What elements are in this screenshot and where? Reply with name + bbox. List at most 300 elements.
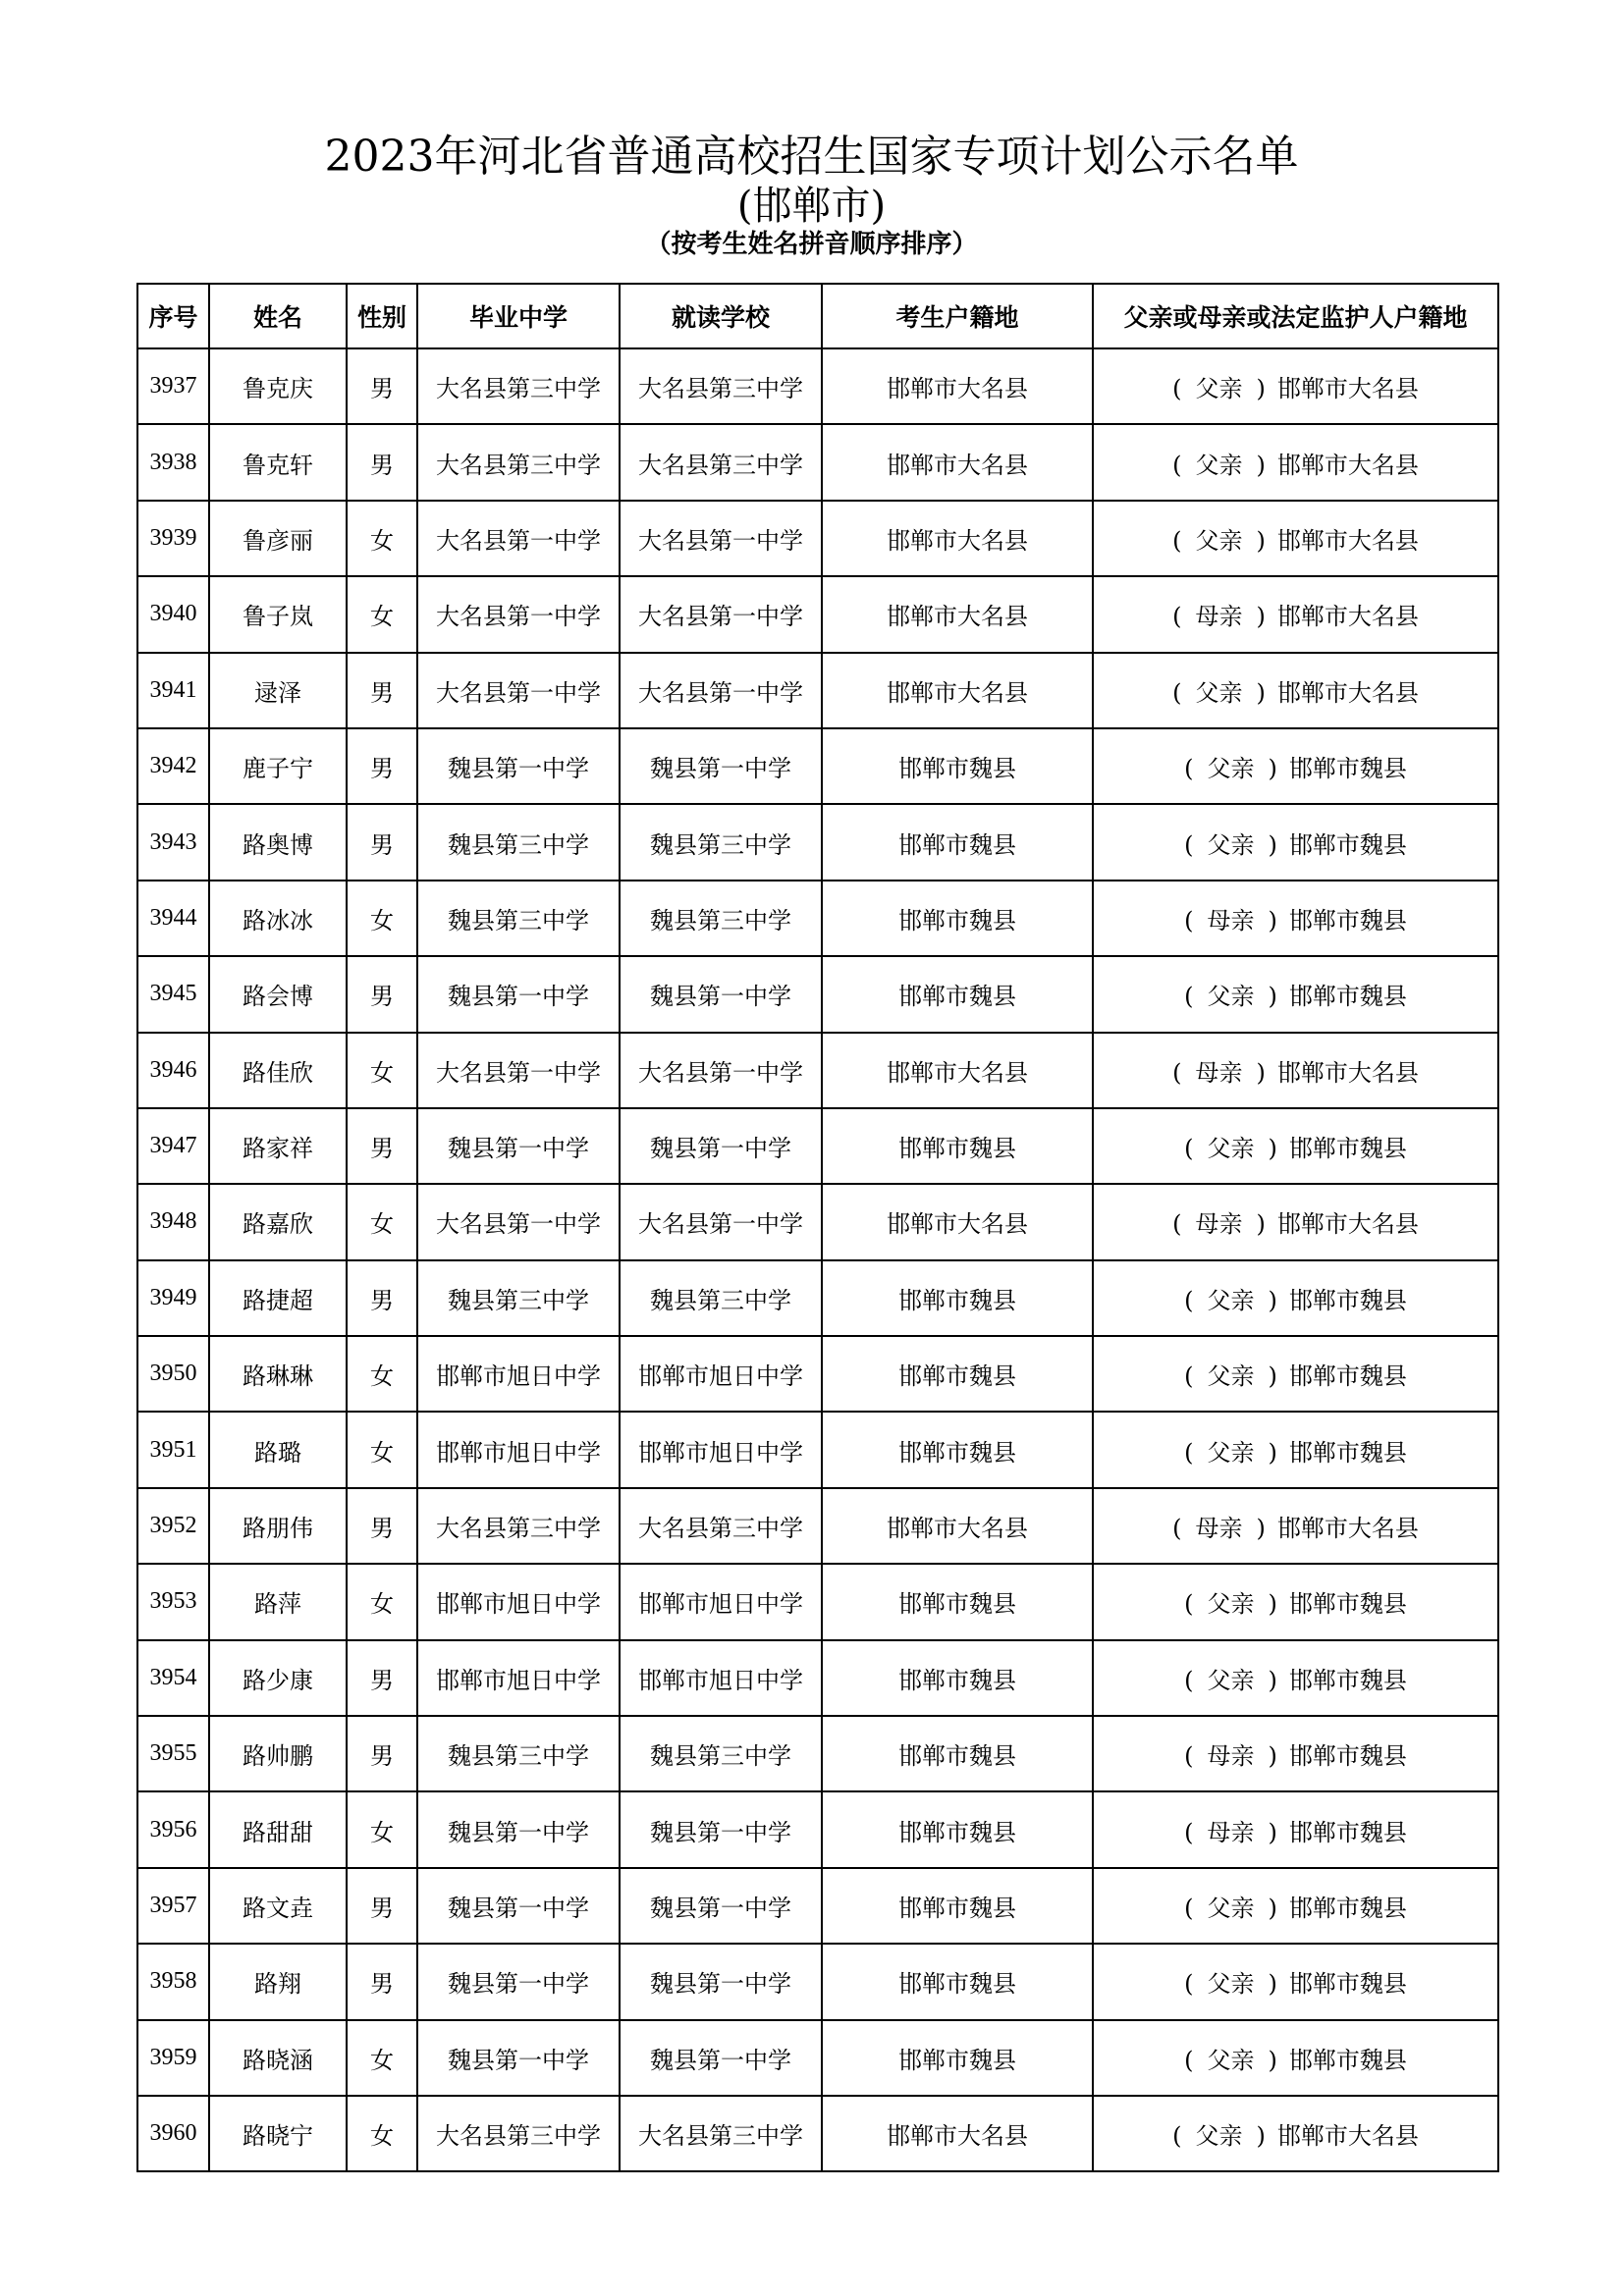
cell-residence: 邯郸市魏县 xyxy=(822,1791,1093,1867)
paren-close: ) xyxy=(1268,1742,1277,1771)
table-row xyxy=(137,881,1498,956)
guardian-relation: 父亲 xyxy=(1207,1135,1255,1163)
paren-close: ) xyxy=(1268,2046,1277,2074)
cell-name: 路晓涵 xyxy=(209,2020,347,2096)
cell-guardian xyxy=(1093,1184,1498,1259)
cell-grad-school: 大名县第一中学 xyxy=(417,576,620,652)
cell-grad-school: 邯郸市旭日中学 xyxy=(417,1564,620,1639)
cell-study-school: 大名县第一中学 xyxy=(620,501,822,576)
header-seq: 序号 xyxy=(137,284,209,348)
cell-residence: 邯郸市大名县 xyxy=(822,501,1093,576)
guardian-relation: 母亲 xyxy=(1195,1210,1243,1239)
table-row xyxy=(137,1108,1498,1184)
cell-grad-school: 魏县第三中学 xyxy=(417,1716,620,1791)
cell-guardian xyxy=(1093,956,1498,1032)
cell-guardian xyxy=(1093,1640,1498,1716)
paren-open: ( xyxy=(1184,983,1194,1011)
paren-close: ) xyxy=(1256,2122,1266,2151)
paren-close: ) xyxy=(1256,603,1266,631)
cell-gender: 男 xyxy=(347,1868,417,1944)
cell-name: 鹿子宁 xyxy=(209,728,347,804)
cell-guardian xyxy=(1093,424,1498,500)
cell-study-school: 魏县第一中学 xyxy=(620,728,822,804)
paren-close: ) xyxy=(1268,1818,1277,1846)
cell-grad-school: 大名县第三中学 xyxy=(417,1488,620,1564)
cell-gender: 女 xyxy=(347,2096,417,2171)
cell-residence: 邯郸市大名县 xyxy=(822,2096,1093,2171)
table-row xyxy=(137,804,1498,880)
guardian-relation: 父亲 xyxy=(1207,1438,1255,1467)
table-row xyxy=(137,728,1498,804)
cell-gender: 女 xyxy=(347,1564,417,1639)
paren-open: ( xyxy=(1184,1286,1194,1314)
cell-study-school: 大名县第三中学 xyxy=(620,348,822,424)
paren-open: ( xyxy=(1172,1210,1182,1239)
cell-seq: 3952 xyxy=(137,1488,209,1564)
table-row xyxy=(137,576,1498,652)
cell-guardian xyxy=(1093,576,1498,652)
cell-study-school: 魏县第一中学 xyxy=(620,1868,822,1944)
cell-residence: 邯郸市魏县 xyxy=(822,1260,1093,1336)
guardian-residence: 邯郸市魏县 xyxy=(1288,1666,1407,1694)
cell-residence: 邯郸市魏县 xyxy=(822,1564,1093,1639)
guardian-residence: 邯郸市大名县 xyxy=(1276,603,1419,631)
guardian-residence: 邯郸市魏县 xyxy=(1288,1895,1407,1922)
guardian-relation: 母亲 xyxy=(1207,1818,1255,1846)
cell-seq: 3960 xyxy=(137,2096,209,2171)
cell-guardian xyxy=(1093,1336,1498,1412)
cell-residence: 邯郸市大名县 xyxy=(822,1184,1093,1259)
cell-seq: 3958 xyxy=(137,1944,209,2019)
cell-name: 逯泽 xyxy=(209,653,347,728)
cell-gender: 男 xyxy=(347,1488,417,1564)
guardian-residence: 邯郸市大名县 xyxy=(1276,1210,1419,1239)
table-row xyxy=(137,1791,1498,1867)
cell-gender: 男 xyxy=(347,728,417,804)
paren-close: ) xyxy=(1268,906,1277,934)
table-row xyxy=(137,2096,1498,2171)
guardian-relation: 父亲 xyxy=(1207,755,1255,783)
cell-grad-school: 大名县第三中学 xyxy=(417,424,620,500)
cell-grad-school: 魏县第三中学 xyxy=(417,804,620,880)
cell-study-school: 大名县第一中学 xyxy=(620,653,822,728)
guardian-residence: 邯郸市魏县 xyxy=(1288,755,1407,783)
cell-residence: 邯郸市魏县 xyxy=(822,1108,1093,1184)
cell-name: 路家祥 xyxy=(209,1108,347,1184)
paren-close: ) xyxy=(1268,983,1277,1011)
cell-seq: 3947 xyxy=(137,1108,209,1184)
paren-close: ) xyxy=(1256,1210,1266,1239)
paren-close: ) xyxy=(1256,678,1266,707)
cell-guardian xyxy=(1093,2096,1498,2171)
guardian-residence: 邯郸市魏县 xyxy=(1288,906,1407,934)
guardian-relation: 父亲 xyxy=(1207,2046,1255,2074)
guardian-relation: 父亲 xyxy=(1195,451,1243,479)
paren-open: ( xyxy=(1184,1590,1194,1619)
cell-gender: 男 xyxy=(347,1260,417,1336)
table-row xyxy=(137,956,1498,1032)
cell-study-school: 魏县第三中学 xyxy=(620,881,822,956)
paren-open: ( xyxy=(1184,1742,1194,1771)
cell-name: 路会博 xyxy=(209,956,347,1032)
cell-name: 路嘉欣 xyxy=(209,1184,347,1259)
cell-grad-school: 魏县第一中学 xyxy=(417,1108,620,1184)
paren-close: ) xyxy=(1268,830,1277,859)
header-study-school: 就读学校 xyxy=(620,284,822,348)
guardian-residence: 邯郸市大名县 xyxy=(1276,1515,1419,1543)
cell-name: 路琳琳 xyxy=(209,1336,347,1412)
cell-guardian xyxy=(1093,501,1498,576)
cell-study-school: 大名县第一中学 xyxy=(620,1033,822,1108)
cell-guardian xyxy=(1093,881,1498,956)
paren-open: ( xyxy=(1172,375,1182,403)
cell-name: 鲁克轩 xyxy=(209,424,347,500)
table-row xyxy=(137,1033,1498,1108)
cell-study-school: 魏县第一中学 xyxy=(620,1944,822,2019)
paren-close: ) xyxy=(1268,1438,1277,1467)
cell-study-school: 魏县第三中学 xyxy=(620,1260,822,1336)
table-row xyxy=(137,1944,1498,2019)
paren-close: ) xyxy=(1268,1362,1277,1391)
cell-study-school: 大名县第三中学 xyxy=(620,424,822,500)
cell-residence: 邯郸市魏县 xyxy=(822,1640,1093,1716)
header-gender: 性别 xyxy=(347,284,417,348)
cell-residence: 邯郸市大名县 xyxy=(822,653,1093,728)
paren-open: ( xyxy=(1172,1058,1182,1087)
cell-seq: 3945 xyxy=(137,956,209,1032)
cell-residence: 邯郸市魏县 xyxy=(822,804,1093,880)
guardian-relation: 母亲 xyxy=(1195,603,1243,631)
cell-seq: 3955 xyxy=(137,1716,209,1791)
cell-gender: 女 xyxy=(347,2020,417,2096)
cell-seq: 3944 xyxy=(137,881,209,956)
cell-grad-school: 邯郸市旭日中学 xyxy=(417,1412,620,1487)
table-row xyxy=(137,1336,1498,1412)
cell-seq: 3954 xyxy=(137,1640,209,1716)
cell-gender: 男 xyxy=(347,1944,417,2019)
paren-close: ) xyxy=(1268,1970,1277,1999)
guardian-relation: 母亲 xyxy=(1195,1058,1243,1087)
guardian-residence: 邯郸市魏县 xyxy=(1288,830,1407,859)
page-subtitle: (邯郸市) xyxy=(736,184,887,229)
paren-close: ) xyxy=(1268,1135,1277,1163)
paren-open: ( xyxy=(1172,526,1182,555)
guardian-residence: 邯郸市魏县 xyxy=(1288,1135,1407,1163)
guardian-residence: 邯郸市魏县 xyxy=(1288,1286,1407,1314)
guardian-relation: 父亲 xyxy=(1207,1590,1255,1619)
cell-guardian xyxy=(1093,2020,1498,2096)
cell-guardian xyxy=(1093,348,1498,424)
paren-open: ( xyxy=(1184,1970,1194,1999)
cell-gender: 男 xyxy=(347,1640,417,1716)
cell-study-school: 魏县第一中学 xyxy=(620,956,822,1032)
cell-grad-school: 大名县第三中学 xyxy=(417,2096,620,2171)
paren-close: ) xyxy=(1268,1590,1277,1619)
cell-residence: 邯郸市魏县 xyxy=(822,2020,1093,2096)
table-row xyxy=(137,1260,1498,1336)
paren-close: ) xyxy=(1256,1058,1266,1087)
cell-seq: 3938 xyxy=(137,424,209,500)
guardian-relation: 父亲 xyxy=(1207,830,1255,859)
cell-seq: 3941 xyxy=(137,653,209,728)
cell-grad-school: 大名县第三中学 xyxy=(417,348,620,424)
cell-gender: 女 xyxy=(347,1033,417,1108)
cell-grad-school: 邯郸市旭日中学 xyxy=(417,1640,620,1716)
table-row xyxy=(137,1412,1498,1487)
guardian-residence: 邯郸市大名县 xyxy=(1276,375,1419,403)
cell-gender: 男 xyxy=(347,1716,417,1791)
cell-seq: 3959 xyxy=(137,2020,209,2096)
guardian-relation: 父亲 xyxy=(1207,983,1255,1011)
guardian-relation: 父亲 xyxy=(1207,1286,1255,1314)
paren-open: ( xyxy=(1184,2046,1194,2074)
cell-grad-school: 魏县第三中学 xyxy=(417,881,620,956)
cell-grad-school: 大名县第一中学 xyxy=(417,1033,620,1108)
guardian-relation: 父亲 xyxy=(1195,375,1243,403)
guardian-relation: 母亲 xyxy=(1207,906,1255,934)
table-row xyxy=(137,1868,1498,1944)
cell-grad-school: 魏县第一中学 xyxy=(417,728,620,804)
cell-study-school: 魏县第三中学 xyxy=(620,804,822,880)
paren-close: ) xyxy=(1268,755,1277,783)
cell-residence: 邯郸市魏县 xyxy=(822,1336,1093,1412)
table-row xyxy=(137,1184,1498,1259)
table-row xyxy=(137,1564,1498,1639)
table-row xyxy=(137,653,1498,728)
paren-open: ( xyxy=(1184,1818,1194,1846)
paren-close: ) xyxy=(1268,1666,1277,1694)
cell-study-school: 大名县第三中学 xyxy=(620,2096,822,2171)
guardian-residence: 邯郸市魏县 xyxy=(1288,1362,1407,1391)
guardian-residence: 邯郸市大名县 xyxy=(1276,1058,1419,1087)
table-row xyxy=(137,424,1498,500)
guardian-relation: 父亲 xyxy=(1207,1362,1255,1391)
cell-residence: 邯郸市大名县 xyxy=(822,1033,1093,1108)
table-row xyxy=(137,348,1498,424)
cell-grad-school: 魏县第一中学 xyxy=(417,2020,620,2096)
cell-gender: 女 xyxy=(347,881,417,956)
guardian-residence: 邯郸市大名县 xyxy=(1276,526,1419,555)
cell-guardian xyxy=(1093,1033,1498,1108)
cell-name: 路文垚 xyxy=(209,1868,347,1944)
cell-seq: 3949 xyxy=(137,1260,209,1336)
paren-open: ( xyxy=(1184,906,1194,934)
paren-open: ( xyxy=(1184,755,1194,783)
cell-study-school: 大名县第三中学 xyxy=(620,1488,822,1564)
cell-study-school: 魏县第一中学 xyxy=(620,1791,822,1867)
cell-seq: 3951 xyxy=(137,1412,209,1487)
cell-seq: 3942 xyxy=(137,728,209,804)
paren-open: ( xyxy=(1172,451,1182,479)
cell-seq: 3943 xyxy=(137,804,209,880)
cell-name: 鲁子岚 xyxy=(209,576,347,652)
cell-seq: 3950 xyxy=(137,1336,209,1412)
cell-study-school: 邯郸市旭日中学 xyxy=(620,1412,822,1487)
cell-name: 路翔 xyxy=(209,1944,347,2019)
cell-guardian xyxy=(1093,1944,1498,2019)
cell-residence: 邯郸市魏县 xyxy=(822,1716,1093,1791)
guardian-residence: 邯郸市魏县 xyxy=(1288,2046,1407,2074)
cell-name: 路萍 xyxy=(209,1564,347,1639)
cell-study-school: 邯郸市旭日中学 xyxy=(620,1640,822,1716)
cell-seq: 3957 xyxy=(137,1868,209,1944)
cell-grad-school: 大名县第一中学 xyxy=(417,653,620,728)
cell-gender: 女 xyxy=(347,1791,417,1867)
cell-residence: 邯郸市魏县 xyxy=(822,728,1093,804)
paren-open: ( xyxy=(1184,1666,1194,1694)
header-grad-school: 毕业中学 xyxy=(417,284,620,348)
table-row xyxy=(137,501,1498,576)
paren-close: ) xyxy=(1256,1515,1266,1543)
cell-study-school: 大名县第一中学 xyxy=(620,1184,822,1259)
cell-residence: 邯郸市大名县 xyxy=(822,424,1093,500)
paren-close: ) xyxy=(1268,1286,1277,1314)
guardian-relation: 父亲 xyxy=(1195,526,1243,555)
cell-residence: 邯郸市魏县 xyxy=(822,881,1093,956)
guardian-residence: 邯郸市魏县 xyxy=(1288,1818,1407,1846)
table-row xyxy=(137,1640,1498,1716)
paren-open: ( xyxy=(1172,678,1182,707)
cell-seq: 3948 xyxy=(137,1184,209,1259)
cell-residence: 邯郸市大名县 xyxy=(822,348,1093,424)
guardian-relation: 父亲 xyxy=(1195,678,1243,707)
cell-gender: 女 xyxy=(347,1412,417,1487)
page-title: 2023年河北省普通高校招生国家专项计划公示名单 xyxy=(324,132,1299,182)
cell-guardian xyxy=(1093,1564,1498,1639)
cell-name: 路冰冰 xyxy=(209,881,347,956)
cell-residence: 邯郸市大名县 xyxy=(822,576,1093,652)
header-name: 姓名 xyxy=(209,284,347,348)
roster-table xyxy=(136,283,1499,2172)
cell-grad-school: 魏县第一中学 xyxy=(417,1944,620,2019)
cell-name: 路帅鹏 xyxy=(209,1716,347,1791)
paren-open: ( xyxy=(1184,1895,1194,1922)
roster-body xyxy=(137,348,1498,2171)
cell-name: 路晓宁 xyxy=(209,2096,347,2171)
table-row xyxy=(137,2020,1498,2096)
paren-open: ( xyxy=(1184,830,1194,859)
guardian-residence: 邯郸市大名县 xyxy=(1276,451,1419,479)
paren-open: ( xyxy=(1172,1515,1182,1543)
sort-note: （按考生姓名拼音顺序排序） xyxy=(645,230,978,259)
cell-grad-school: 魏县第三中学 xyxy=(417,1260,620,1336)
cell-seq: 3937 xyxy=(137,348,209,424)
guardian-residence: 邯郸市大名县 xyxy=(1276,2122,1419,2151)
guardian-residence: 邯郸市大名县 xyxy=(1276,678,1419,707)
paren-close: ) xyxy=(1268,1895,1277,1922)
cell-gender: 男 xyxy=(347,424,417,500)
cell-name: 路朋伟 xyxy=(209,1488,347,1564)
paren-open: ( xyxy=(1184,1438,1194,1467)
cell-grad-school: 魏县第一中学 xyxy=(417,956,620,1032)
cell-name: 鲁克庆 xyxy=(209,348,347,424)
cell-name: 路璐 xyxy=(209,1412,347,1487)
guardian-relation: 父亲 xyxy=(1207,1970,1255,1999)
cell-grad-school: 邯郸市旭日中学 xyxy=(417,1336,620,1412)
cell-name: 路佳欣 xyxy=(209,1033,347,1108)
cell-guardian xyxy=(1093,1412,1498,1487)
cell-residence: 邯郸市魏县 xyxy=(822,956,1093,1032)
cell-residence: 邯郸市魏县 xyxy=(822,1412,1093,1487)
cell-gender: 男 xyxy=(347,956,417,1032)
paren-close: ) xyxy=(1256,375,1266,403)
paren-open: ( xyxy=(1172,2122,1182,2151)
cell-grad-school: 大名县第一中学 xyxy=(417,501,620,576)
cell-grad-school: 大名县第一中学 xyxy=(417,1184,620,1259)
paren-open: ( xyxy=(1184,1135,1194,1163)
cell-guardian xyxy=(1093,1260,1498,1336)
cell-gender: 女 xyxy=(347,1184,417,1259)
paren-open: ( xyxy=(1172,603,1182,631)
cell-guardian xyxy=(1093,653,1498,728)
cell-study-school: 大名县第一中学 xyxy=(620,576,822,652)
paren-open: ( xyxy=(1184,1362,1194,1391)
guardian-residence: 邯郸市魏县 xyxy=(1288,983,1407,1011)
header-guardian-residence: 父亲或母亲或法定监护人户籍地 xyxy=(1093,284,1498,348)
guardian-relation: 父亲 xyxy=(1195,2122,1243,2151)
cell-guardian xyxy=(1093,1108,1498,1184)
cell-name: 路捷超 xyxy=(209,1260,347,1336)
cell-grad-school: 魏县第一中学 xyxy=(417,1791,620,1867)
cell-study-school: 魏县第一中学 xyxy=(620,1108,822,1184)
cell-name: 路甜甜 xyxy=(209,1791,347,1867)
cell-guardian xyxy=(1093,804,1498,880)
cell-study-school: 魏县第三中学 xyxy=(620,1716,822,1791)
cell-residence: 邯郸市魏县 xyxy=(822,1868,1093,1944)
cell-seq: 3953 xyxy=(137,1564,209,1639)
guardian-relation: 父亲 xyxy=(1207,1666,1255,1694)
cell-name: 路少康 xyxy=(209,1640,347,1716)
paren-close: ) xyxy=(1256,451,1266,479)
cell-gender: 女 xyxy=(347,1336,417,1412)
cell-seq: 3939 xyxy=(137,501,209,576)
cell-residence: 邯郸市魏县 xyxy=(822,1944,1093,2019)
cell-guardian xyxy=(1093,1791,1498,1867)
table-row xyxy=(137,1488,1498,1564)
table-row xyxy=(137,1716,1498,1791)
header-residence: 考生户籍地 xyxy=(822,284,1093,348)
paren-close: ) xyxy=(1256,526,1266,555)
guardian-residence: 邯郸市魏县 xyxy=(1288,1970,1407,1999)
guardian-residence: 邯郸市魏县 xyxy=(1288,1438,1407,1467)
cell-seq: 3946 xyxy=(137,1033,209,1108)
cell-seq: 3940 xyxy=(137,576,209,652)
cell-gender: 女 xyxy=(347,501,417,576)
cell-residence: 邯郸市大名县 xyxy=(822,1488,1093,1564)
guardian-relation: 父亲 xyxy=(1207,1895,1255,1922)
guardian-residence: 邯郸市魏县 xyxy=(1288,1742,1407,1771)
cell-guardian xyxy=(1093,1868,1498,1944)
cell-guardian xyxy=(1093,1488,1498,1564)
cell-study-school: 邯郸市旭日中学 xyxy=(620,1336,822,1412)
table-header-row xyxy=(137,284,1498,348)
cell-name: 路奥博 xyxy=(209,804,347,880)
cell-study-school: 魏县第一中学 xyxy=(620,2020,822,2096)
cell-gender: 男 xyxy=(347,1108,417,1184)
cell-guardian xyxy=(1093,1716,1498,1791)
guardian-relation: 母亲 xyxy=(1195,1515,1243,1543)
guardian-relation: 母亲 xyxy=(1207,1742,1255,1771)
cell-guardian xyxy=(1093,728,1498,804)
cell-seq: 3956 xyxy=(137,1791,209,1867)
cell-gender: 男 xyxy=(347,804,417,880)
cell-name: 鲁彦丽 xyxy=(209,501,347,576)
cell-gender: 男 xyxy=(347,653,417,728)
cell-gender: 男 xyxy=(347,348,417,424)
cell-grad-school: 魏县第一中学 xyxy=(417,1868,620,1944)
cell-gender: 女 xyxy=(347,576,417,652)
cell-study-school: 邯郸市旭日中学 xyxy=(620,1564,822,1639)
